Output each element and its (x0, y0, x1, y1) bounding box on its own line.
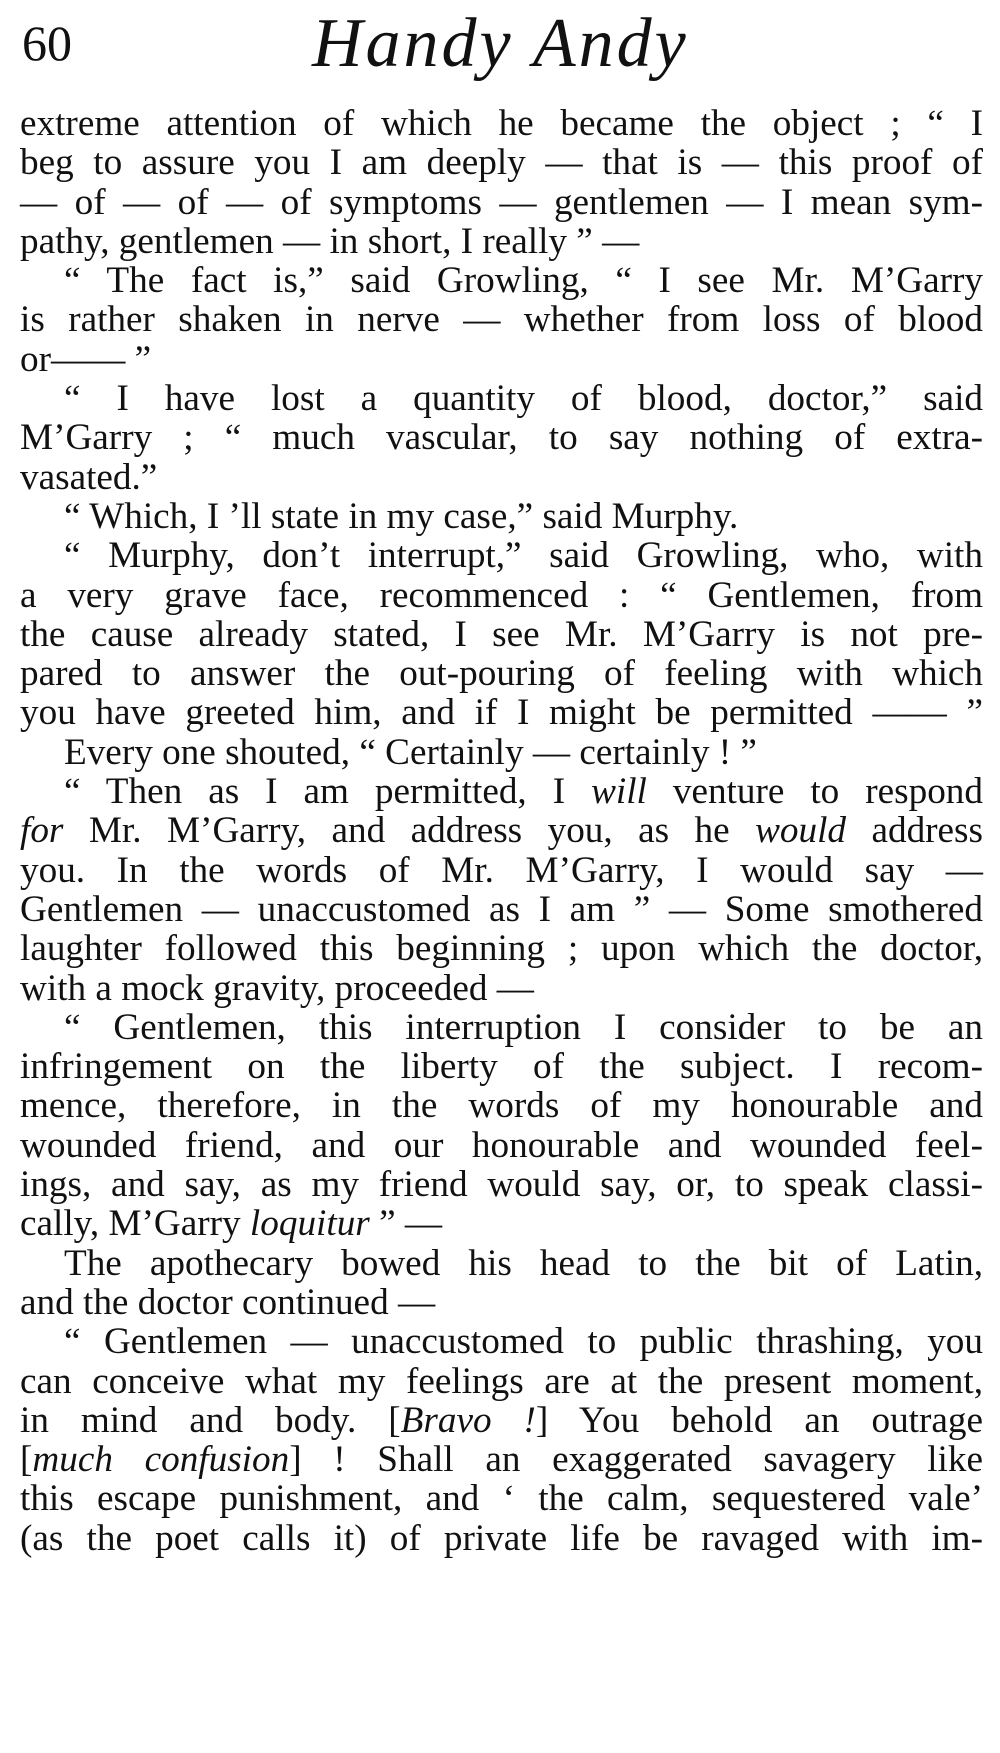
page-header (22, 4, 982, 104)
text-segment: M’Garry ; “ much vascular, to say nothing of extra- (20, 417, 983, 459)
text-line (20, 1283, 983, 1322)
text-line (20, 104, 983, 143)
text-segment: “ Gentlemen — unaccustomed to public thrashing, you (64, 1321, 983, 1363)
text-line (20, 261, 983, 300)
text-line (20, 733, 983, 772)
text-line (20, 929, 983, 968)
page-number: 60 (22, 15, 72, 71)
text-segment: “ Then as I am permitted, I (64, 771, 592, 813)
text-line (20, 1401, 983, 1440)
text-line (20, 418, 983, 457)
text-line (20, 1086, 983, 1125)
text-segment: infringement on the liberty of the subject. I recom- (20, 1046, 983, 1088)
text-line (20, 458, 983, 497)
text-segment: beg to assure you I am deeply — that is — this proof of (20, 142, 983, 184)
text-segment: “ Murphy, don’t interrupt,” said Growling, who, with (64, 535, 983, 577)
text-segment: vasated.” (20, 456, 158, 498)
text-line (20, 143, 983, 182)
text-line (20, 615, 983, 654)
text-segment: ings, and say, as my friend would say, or, to speak classi- (20, 1164, 983, 1206)
text-segment: Mr. M’Garry, and address you, as he (63, 810, 756, 852)
text-segment: can conceive what my feelings are at the present moment, (20, 1360, 983, 1402)
text-line (20, 851, 983, 890)
text-line (20, 300, 983, 339)
italic-text: for (20, 810, 64, 852)
italic-text: Bravo ! (400, 1399, 536, 1441)
text-segment: Gentlemen — unaccustomed as I am ” — Some smothered (20, 888, 983, 930)
text-segment: laughter followed this beginning ; upon which the doctor, (20, 928, 983, 970)
running-title: Handy Andy (312, 5, 689, 82)
text-line (20, 536, 983, 575)
body-text (20, 104, 983, 1558)
text-line (20, 1244, 983, 1283)
text-segment: “ I have lost a quantity of blood, doctor,” said (64, 378, 983, 420)
text-segment: extreme attention of which he became the object ; “ I (20, 103, 983, 144)
text-segment: The apothecary bowed his head to the bit of Latin, (64, 1242, 983, 1284)
text-line (20, 1008, 983, 1047)
text-line (20, 693, 983, 732)
text-line (20, 1047, 983, 1086)
text-line (20, 1204, 983, 1243)
text-segment: you. In the words of Mr. M’Garry, I would say — (20, 849, 983, 891)
text-segment: — of — of — of symptoms — gentlemen — I mean sym- (20, 181, 983, 223)
text-segment: ] You behold an outrage (535, 1399, 983, 1441)
text-segment: address (846, 810, 984, 852)
text-segment: ] ! Shall an exaggerated savagery like (289, 1439, 983, 1481)
italic-text: would (755, 810, 847, 852)
text-line (20, 1126, 983, 1165)
text-segment: “ The fact is,” said Growling, “ I see Mr. M’Garry (64, 260, 983, 302)
text-segment: venture to respond (646, 771, 983, 813)
text-segment: pared to answer the out-pouring of feeling with which (20, 653, 983, 695)
text-line (20, 1479, 983, 1518)
text-line (20, 183, 983, 222)
text-segment: is rather shaken in nerve — whether from loss of blood (20, 299, 983, 341)
text-segment: (as the poet calls it) of private life be ravaged with im- (20, 1517, 983, 1559)
text-segment: ” — (369, 1203, 443, 1245)
text-segment: [ (20, 1439, 33, 1481)
text-segment: with a mock gravity, proceeded — (20, 967, 534, 1009)
text-segment: this escape punishment, and ‘ the calm, sequestered vale’ (20, 1478, 983, 1520)
text-line (20, 379, 983, 418)
text-line (20, 340, 983, 379)
text-line (20, 497, 983, 536)
text-line (20, 1362, 983, 1401)
text-segment: cally, M’Garry (20, 1203, 250, 1245)
text-line (20, 222, 983, 261)
text-segment: wounded friend, and our honourable and wounded feel- (20, 1124, 983, 1166)
text-segment: the cause already stated, I see Mr. M’Garry is not pre- (20, 613, 983, 655)
text-line (20, 1519, 983, 1558)
text-line (20, 1322, 983, 1361)
text-segment: a very grave face, recommenced : “ Gentlemen, from (20, 574, 983, 616)
text-line (20, 576, 983, 615)
italic-text: will (591, 771, 647, 813)
text-segment: you have greeted him, and if I might be permitted —— ” (20, 692, 983, 734)
text-line (20, 1440, 983, 1479)
text-line (20, 1165, 983, 1204)
text-segment: “ Gentlemen, this interruption I consider to be an (64, 1006, 983, 1048)
italic-text: much confusion (32, 1439, 290, 1481)
text-segment: Every one shouted, “ Certainly — certainly ! ” (64, 731, 757, 773)
text-segment: mence, therefore, in the words of my honourable and (20, 1085, 983, 1127)
text-segment: pathy, gentlemen — in short, I really ” — (20, 220, 640, 262)
text-segment: “ Which, I ’ll state in my case,” said Murphy. (64, 495, 739, 537)
italic-text: loquitur (249, 1203, 370, 1245)
text-segment: or—— ” (20, 338, 152, 380)
text-segment: and the doctor continued — (20, 1281, 436, 1323)
text-line (20, 969, 983, 1008)
text-line (20, 890, 983, 929)
text-segment: in mind and body. [ (20, 1399, 401, 1441)
text-line (20, 654, 983, 693)
text-line (20, 772, 983, 811)
text-line (20, 811, 983, 850)
